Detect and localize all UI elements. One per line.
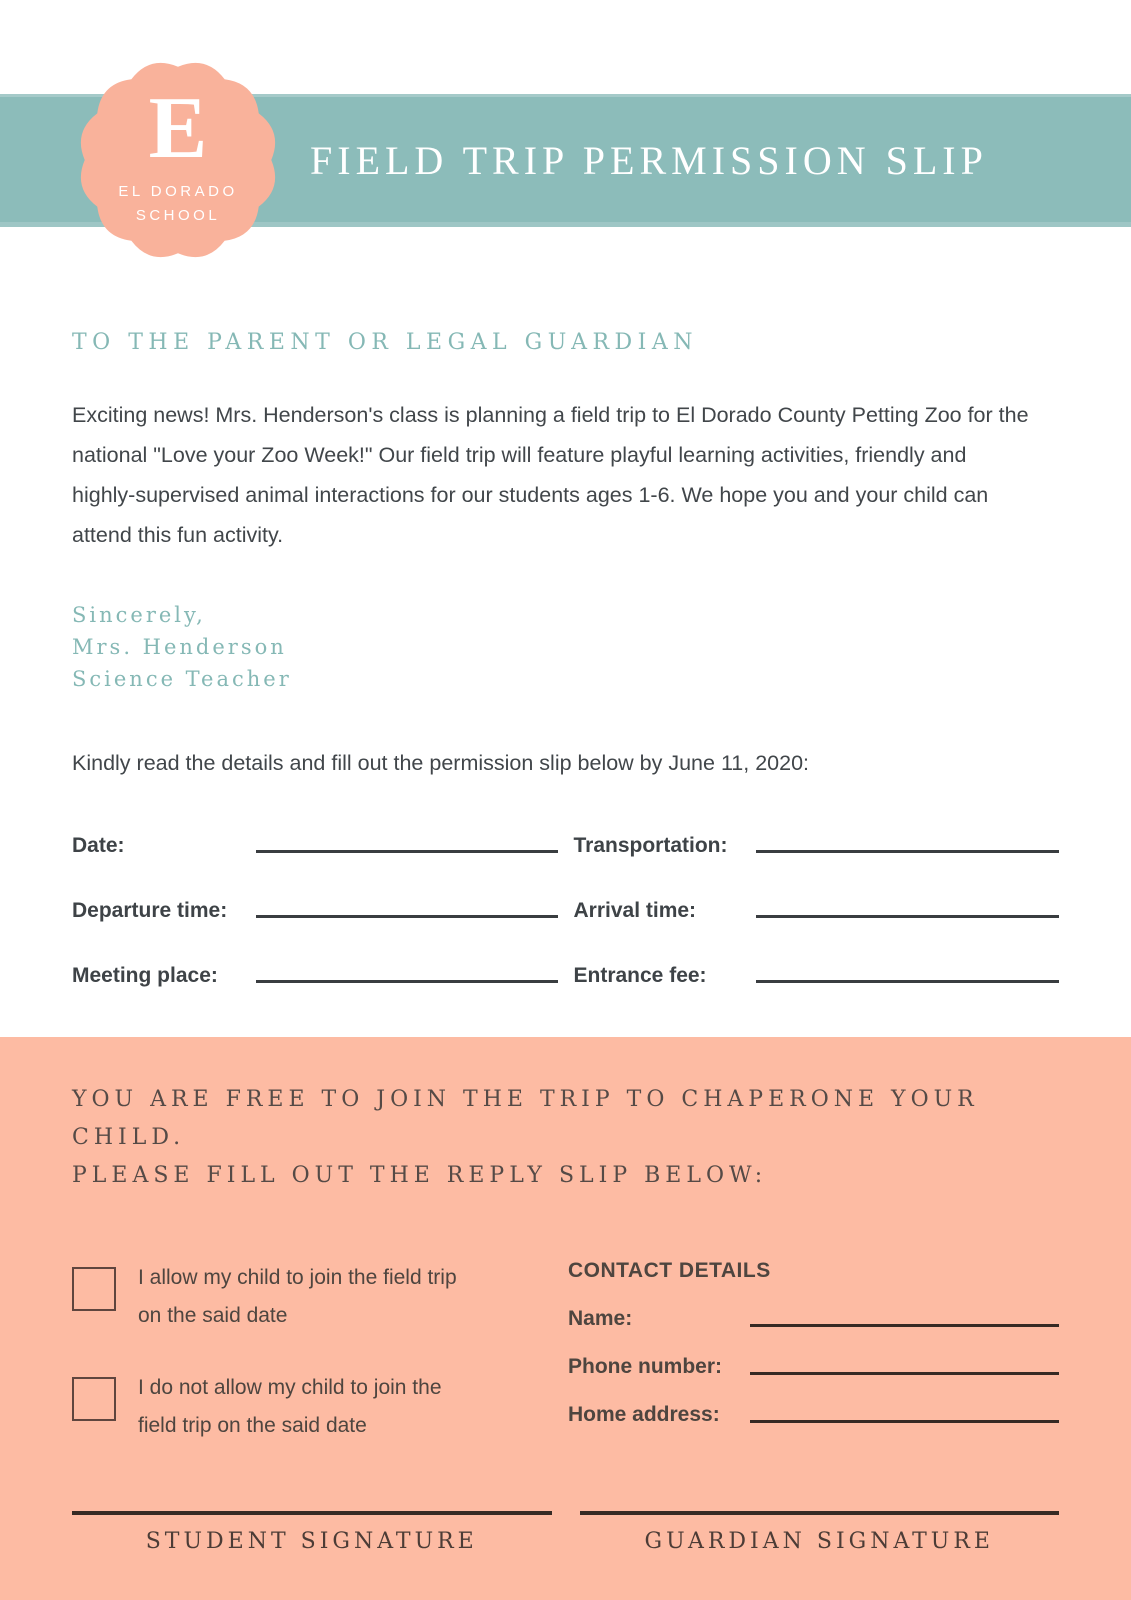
phone-number-label: Phone number:: [568, 1355, 723, 1378]
departure-time-blank-line[interactable]: [256, 915, 558, 918]
meeting-place-field-row: [72, 950, 558, 988]
reply-heading-line2: PLEASE FILL OUT THE REPLY SLIP BELOW:: [72, 1163, 768, 1188]
home-address-label: Home address:: [568, 1403, 720, 1426]
arrival-time-blank-line[interactable]: [756, 915, 1060, 918]
entrance-fee-blank-line[interactable]: [756, 980, 1060, 983]
student-signature: [72, 1511, 552, 1554]
meeting-place-blank-line[interactable]: [256, 980, 558, 983]
meeting-place-label: Meeting place:: [72, 964, 218, 987]
arrival-time-field-row: [574, 885, 1060, 923]
reply-form: [72, 1259, 1059, 1479]
transportation-label: Transportation:: [573, 834, 728, 857]
reply-heading: [72, 1081, 1059, 1195]
allow-option-row: [72, 1259, 548, 1335]
teacher-name: Mrs. Henderson: [72, 635, 287, 659]
school-name-line1: EL DORADO: [118, 182, 238, 200]
guardian-signature-label: GUARDIAN SIGNATURE: [644, 1529, 994, 1554]
phone-number-field-row: [568, 1349, 1059, 1379]
letter-closing: Sincerely,: [72, 603, 206, 627]
allow-option-label: I allow my child to join the field trip on the said date: [138, 1266, 457, 1327]
home-address-blank-line[interactable]: [750, 1420, 1059, 1423]
arrival-time-label: Arrival time:: [573, 899, 697, 922]
student-signature-label: STUDENT SIGNATURE: [145, 1529, 478, 1554]
contact-details: [548, 1259, 1059, 1479]
date-blank-line[interactable]: [256, 850, 558, 853]
page-title: FIELD TRIP PERMISSION SLIP: [310, 138, 988, 183]
student-signature-line[interactable]: [72, 1511, 552, 1515]
deny-checkbox[interactable]: [72, 1377, 116, 1421]
name-field-row: [568, 1301, 1059, 1331]
departure-time-field-row: [72, 885, 558, 923]
letter-section: [0, 227, 1131, 1015]
reply-slip-section: [0, 1037, 1131, 1600]
name-blank-line[interactable]: [750, 1324, 1059, 1327]
signature-block: [72, 1511, 1059, 1554]
guardian-signature: [580, 1511, 1060, 1554]
letter-signoff: [72, 599, 1059, 695]
teacher-role: Science Teacher: [72, 667, 292, 691]
deny-option-row: [72, 1369, 548, 1445]
phone-number-blank-line[interactable]: [750, 1372, 1059, 1375]
entrance-fee-field-row: [574, 950, 1060, 988]
date-label: Date:: [72, 834, 125, 857]
entrance-fee-label: Entrance fee:: [573, 964, 707, 987]
guardian-signature-line[interactable]: [580, 1511, 1060, 1515]
allow-checkbox[interactable]: [72, 1267, 116, 1311]
transportation-field-row: [574, 820, 1060, 858]
transportation-blank-line[interactable]: [756, 850, 1060, 853]
school-initial: E: [148, 79, 208, 177]
permission-options: [72, 1259, 548, 1479]
salutation-heading: TO THE PARENT OR LEGAL GUARDIAN: [72, 330, 699, 355]
instruction-text: Kindly read the details and fill out the permission slip below by June 11, 2020:: [72, 751, 810, 775]
deny-option-label: I do not allow my child to join the field trip on the said date: [138, 1376, 442, 1437]
reply-heading-line1: YOU ARE FREE TO JOIN THE TRIP TO CHAPERONE YOUR CHILD.: [72, 1087, 979, 1150]
departure-time-label: Departure time:: [72, 899, 228, 922]
letter-body: Exciting news! Mrs. Henderson's class is planning a field trip to El Dorado County Petting Zoo for the national "Love your Zoo Week!" Our field trip will feature playful learning activities, friendly and highly-supervised animal interactions for our students ages 1-6. We hope you and your child can attend this fun activity.: [72, 403, 1029, 547]
name-label: Name:: [568, 1307, 633, 1330]
school-name-line2: SCHOOL: [135, 206, 221, 224]
date-field-row: [72, 820, 558, 858]
contact-details-heading: CONTACT DETAILS: [568, 1259, 771, 1282]
trip-details-form: [72, 820, 1059, 1015]
home-address-field-row: [568, 1397, 1059, 1427]
